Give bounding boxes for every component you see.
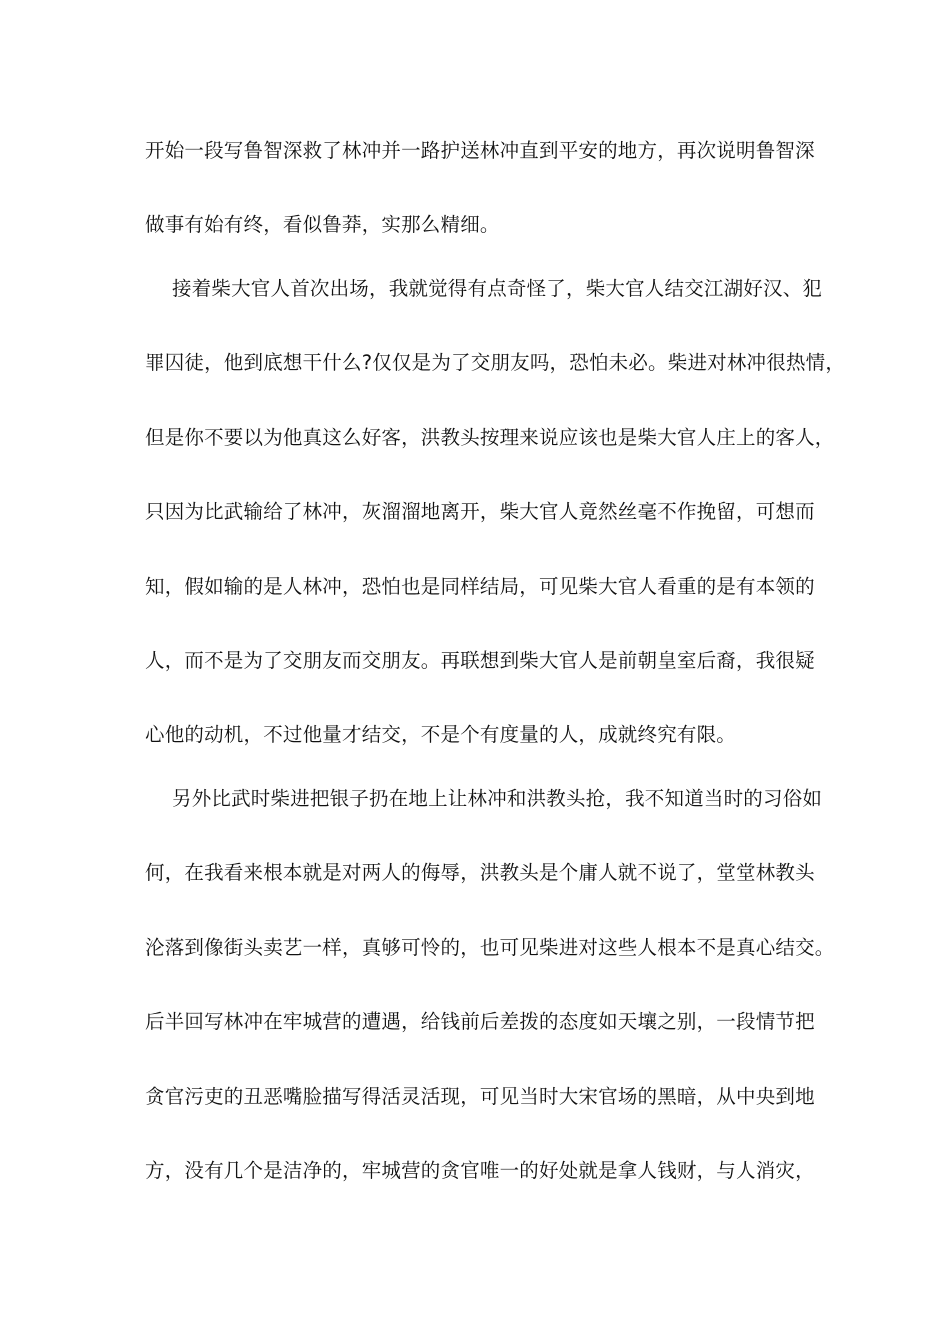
text-line-10: 另外比武时柴进把银子扔在地上让林冲和洪教头抢，我不知道当时的习俗如 <box>172 787 823 810</box>
text-line-2: 做事有始有终，看似鲁莽，实那么精细。 <box>145 213 500 236</box>
text-line-7: 知，假如输的是人林冲，恐怕也是同样结局，可见柴大官人看重的是有本领的 <box>145 575 815 598</box>
text-line-4: 罪囚徒，他到底想干什么?仅仅是为了交朋友吗，恐怕未必。柴进对林冲很热情， <box>145 351 846 374</box>
text-line-12: 沦落到像街头卖艺一样，真够可怜的，也可见柴进对这些人根本不是真心结交。 <box>145 936 835 959</box>
text-line-6: 只因为比武输给了林冲，灰溜溜地离开，柴大官人竟然丝毫不作挽留，可想而 <box>145 500 815 523</box>
text-line-8: 人，而不是为了交朋友而交朋友。再联想到柴大官人是前朝皇室后裔，我很疑 <box>145 649 815 672</box>
text-line-3: 接着柴大官人首次出场，我就觉得有点奇怪了，柴大官人结交江湖好汉、犯 <box>172 277 823 300</box>
text-line-13: 后半回写林冲在牢城营的遭遇，给钱前后差拨的态度如天壤之别，一段情节把 <box>145 1010 815 1033</box>
text-line-9: 心他的动机，不过他量才结交，不是个有度量的人，成就终究有限。 <box>145 723 737 746</box>
text-line-5: 但是你不要以为他真这么好客，洪教头按理来说应该也是柴大官人庄上的客人， <box>145 426 835 449</box>
text-line-14: 贪官污吏的丑恶嘴脸描写得活灵活现，可见当时大宋官场的黑暗，从中央到地 <box>145 1085 815 1108</box>
text-line-11: 何，在我看来根本就是对两人的侮辱，洪教头是个庸人就不说了，堂堂林教头 <box>145 861 815 884</box>
text-line-15: 方，没有几个是洁净的，牢城营的贪官唯一的好处就是拿人钱财，与人消灾， <box>145 1159 815 1182</box>
text-line-1: 开始一段写鲁智深救了林冲并一路护送林冲直到平安的地方，再次说明鲁智深 <box>145 139 815 162</box>
